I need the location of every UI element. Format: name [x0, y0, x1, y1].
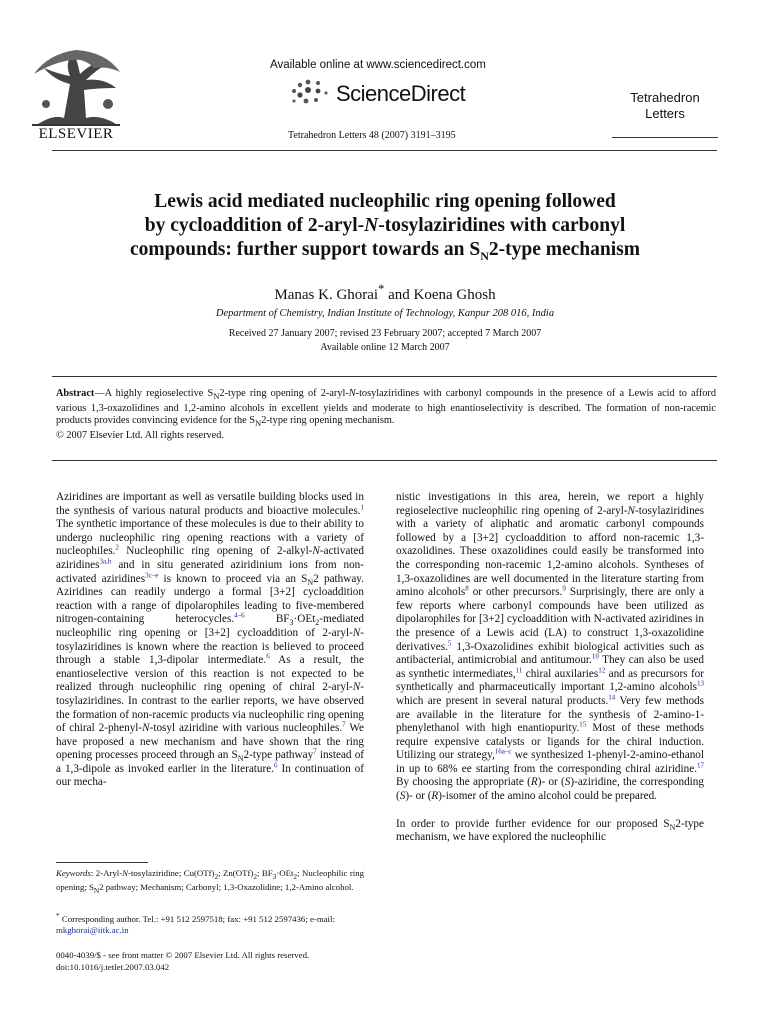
ref-link[interactable]: 10: [591, 652, 599, 661]
journal-name: [610, 90, 720, 122]
ref-link[interactable]: 8: [465, 584, 469, 593]
ref-link[interactable]: 16a–c: [494, 747, 512, 756]
sciencedirect-logo-text: ScienceDirect: [336, 81, 466, 106]
ref-link[interactable]: 12: [598, 665, 606, 674]
corresponding-mark[interactable]: *: [378, 282, 385, 296]
header-rule: [52, 150, 717, 151]
ref-link[interactable]: 11: [515, 665, 523, 674]
ref-link[interactable]: 17: [697, 761, 704, 770]
ref-link[interactable]: 13: [697, 679, 704, 688]
publisher-name: ELSEVIER: [38, 126, 114, 142]
footnote-rule: [56, 862, 148, 863]
elsevier-tree-logo: [24, 44, 128, 136]
ref-link[interactable]: 4–6: [234, 611, 245, 620]
right-paragraph-2: In order to provide further evidence for our proposed $S_N2$-type mechanism, we have explored the nucleophilic: [396, 817, 704, 844]
abstract: Abstract—A highly regioselective $S_N2$-type ring opening of 2-aryl-N-tosylaziridines with carbonyl compounds in the presence of a Lewis acid to afford various 1,3-oxazolidines and 1,2-amino alcohols in excellent yields and moderate to high enantioselectivity is described. The formation of non-racemic products provides convincing evidence for the $S_N2$-type ring opening mechanism. © 2007 Elsevier Ltd. All rights reserved.: [56, 388, 716, 441]
journal-name-rule: [612, 137, 718, 138]
front-matter-note: 0040-4039/$ - see front matter © 2007 Elsevier Ltd. All rights reserved.: [56, 950, 310, 960]
sciencedirect-dots-icon: [288, 79, 334, 109]
ref-link[interactable]: 3a,b: [99, 557, 112, 566]
right-paragraph-1: nistic investigations in this area, herein, we report a highly regioselective nucleophilic ring opening of 2-aryl-N-tosylaziridines with a variety of aliphatic and aromatic carbonyl compounds followed by a [3+2] cycloaddition to afford non-racemic 1,3-oxazolidines. These oxazolidines could easily be transformed into the corresponding non-racemic 1,2-amino alcohols. Syntheses of 1,3-oxazolidines are well documented in the literature starting from amino alcohols$^8$ or other precursors.$^9$ Surprisingly, there are only a few reports where carbonyl compounds have been utilized as dipolarophiles for [3+2] cycloaddition with N-activated aziridines in the presence of a Lewis acid (LA) to construct 1,3-oxazolidine derivatives.$^5$ 1,3-Oxazolidines exhibit biological activities such as antibacterial, antimicrobial and antitumour.$^{10}$ They can also be used as synthetic intermediates,$^{11}$ chiral auxilaries$^{12}$ and as precursors for synthetically and pharmaceutically important 1,2-amino alcohols$^{13}$ which are present in several natural products.$^{14}$ Very few methods are available in the literature for the synthesis of 2-amino-1-phenylethanol with high enantiopurity.$^{15}$ Most of these methods require expensive catalysts or ligands for the chiral induction. Utilizing our strategy,$^{16a-c}$ we synthesized 1-phenyl-2-amino-ethanol in up to 68% ee starting from the corresponding chiral aziridine.$^{17}$ By choosing the appropriate (R)- or (S)-aziridine, the corresponding (S)- or (R)-isomer of the amino alcohol could be prepared.: [396, 491, 705, 803]
ref-link[interactable]: 6: [273, 761, 278, 770]
abstract-top-rule: [52, 376, 717, 377]
ref-link[interactable]: 1: [360, 502, 364, 511]
author-1[interactable]: Manas K. Ghorai: [274, 287, 379, 303]
ref-link[interactable]: 7: [342, 720, 346, 729]
author-list: Manas K. Ghorai* and Koena Ghosh: [274, 282, 496, 303]
author-email-link[interactable]: mkghorai@iitk.ac.in: [56, 924, 129, 935]
ref-link[interactable]: 3c–e: [145, 570, 159, 579]
journal-name-line2: Letters: [645, 106, 685, 121]
ref-link[interactable]: 14: [608, 693, 616, 702]
journal-citation: Tetrahedron Letters 48 (2007) 3191–3195: [288, 130, 456, 141]
received-dates: Received 27 January 2007; revised 23 February 2007; accepted 7 March 2007: [228, 328, 542, 339]
doi[interactable]: doi:10.1016/j.tetlet.2007.03.042: [56, 962, 170, 972]
ref-link[interactable]: 2: [115, 543, 119, 552]
abstract-copyright: © 2007 Elsevier Ltd. All rights reserved.: [56, 429, 224, 441]
abstract-label: Abstract: [56, 388, 95, 399]
corresponding-author-note: * Corresponding author. Tel.: +91 512 2597518; fax: +91 512 2597436; e-mail: mkghorai@iitk.ac.in: [56, 911, 335, 935]
sciencedirect-availability[interactable]: Available online at www.sciencedirect.com: [270, 59, 486, 71]
abstract-bottom-rule: [52, 460, 717, 461]
title-line-1: Lewis acid mediated nucleophilic ring opening followed: [154, 191, 616, 212]
ref-link[interactable]: 9: [562, 584, 566, 593]
body-left-column: Aziridines are important as well as versatile building blocks used in the synthesis of various natural products and bioactive molecules.$^1$ The synthetic importance of these molecules is due to their ability to undergo nucleophilic ring opening reactions with a variety of nucleophiles.$^2$ Nucleophilic ring opening of 2-alkyl-N-activated aziridines$^{3a,b}$ and in situ generated aziridinium ions from non-activated aziridines$^{3c-e}$ is known to proceed via an $S_N2$ pathway. Aziridines can readily undergo a formal [3+2] cycloaddition reaction with a range of dipolarophiles leading to five-membered nitrogen-containing heterocycles.$^{4-6}$ $BF_3\cdot OEt_2$-mediated nucleophilic ring opening or [3+2] cycloaddition of 2-aryl-N-tosylaziridines is known where the reaction is believed to proceed through a stable 1,3-dipolar intermediate.$^6$ As a result, the enantioselective version of this reaction is not expected to be realized through nucleophilic ring opening of chiral 2-aryl-N-tosylaziridines. In contrast to the earlier reports, we have observed the formation of non-racemic products via nucleophilic ring opening of chiral 2-phenyl-N-tosyl aziridine with various nucleophiles.$^7$ We have proposed a new mechanism and have shown that the ring opening processes proceed through an $S_N2$-type pathway$^7$ instead of a 1,3-dipole as invoked earlier in the literature.$^6$ In continuation of our mecha-: [56, 491, 365, 789]
author-2[interactable]: Koena Ghosh: [413, 287, 496, 303]
available-online-date: Available online 12 March 2007: [320, 342, 450, 353]
keywords: Keywords: 2-Aryl-N-tosylaziridine; $Cu(OTf)_2$; $Zn(OTf)_2$; $BF_3\cdot OEt_2$; Nucleophilic ring opening; $S_N2$ pathway; Mechanism; Carbonyl; 1,3-Oxazolidine; 1,2-Amino alcohol.: [56, 868, 365, 895]
ref-link[interactable]: 5: [447, 638, 452, 647]
ref-link[interactable]: 7: [313, 747, 317, 756]
ref-link[interactable]: 15: [579, 720, 587, 729]
title-line-2: by cycloaddition of 2-aryl-N-tosylaziridines with carbonyl: [144, 215, 626, 236]
journal-name-line1: Tetrahedron: [630, 90, 700, 105]
affiliation: Department of Chemistry, Indian Institute of Technology, Kanpur 208 016, India: [215, 308, 555, 319]
paper-title: [60, 190, 710, 268]
ref-link[interactable]: 6: [266, 652, 270, 661]
title-line-3: compounds: further support towards an $S_N2$-type mechanism: [130, 239, 640, 263]
body-right-column: [396, 491, 704, 845]
